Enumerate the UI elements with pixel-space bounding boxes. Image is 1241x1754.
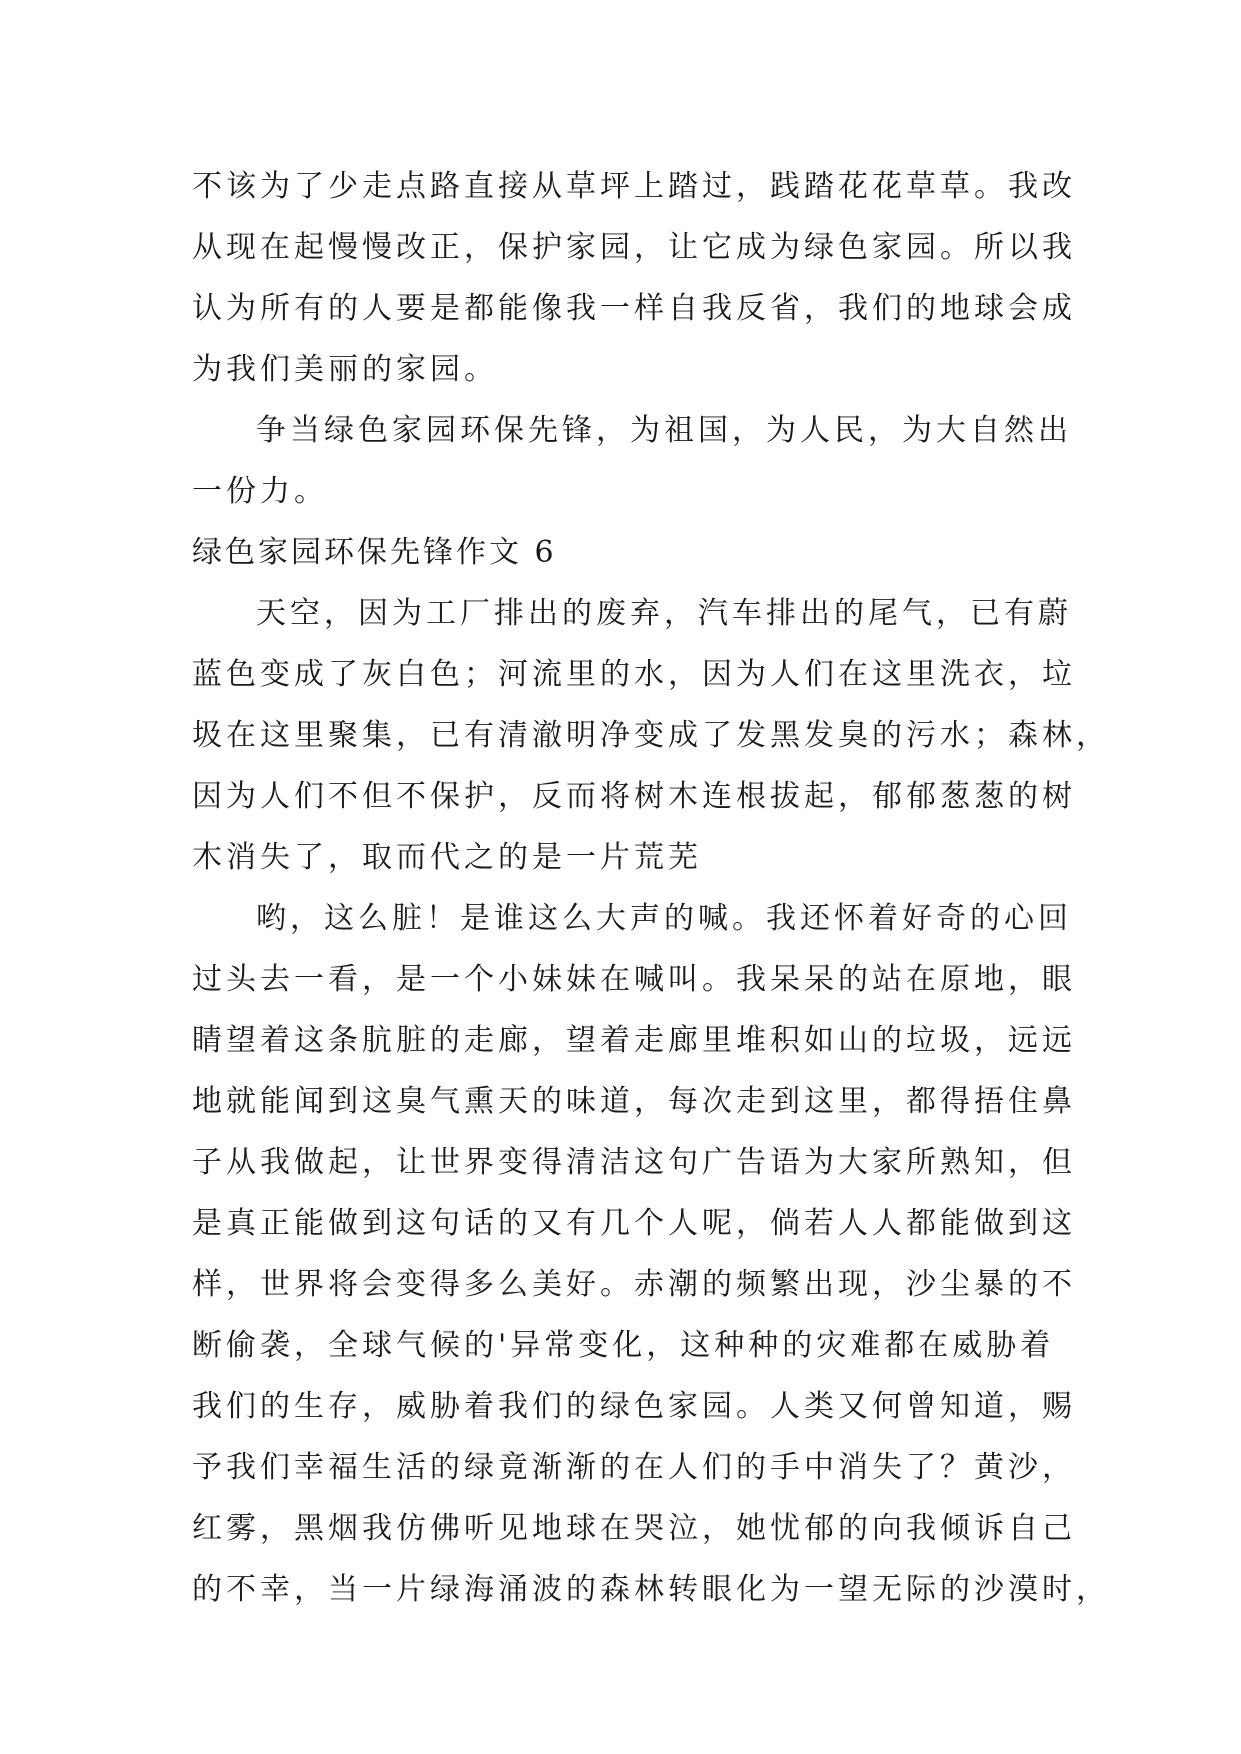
text-line: 因为人们不但不保护，反而将树木连根拔起，郁郁葱葱的树: [192, 779, 1076, 814]
text-line: 我们的生存，威胁着我们的绿色家园。人类又何曾知道，赐: [192, 1389, 1076, 1424]
text-line: 从现在起慢慢改正，保护家园，让它成为绿色家园。所以我: [192, 230, 1076, 265]
text-line: 过头去一看，是一个小妹妹在喊叫。我呆呆的站在原地，眼: [192, 962, 1076, 997]
text-line: 哟，这么脏！是谁这么大声的喊。我还怀着好奇的心回: [256, 901, 1072, 936]
text-line: 圾在这里聚集，已有清澈明净变成了发黑发臭的污水；森林，: [192, 718, 1110, 753]
paragraph-4: [192, 888, 1110, 1620]
paragraph-1: [192, 156, 1076, 400]
text-line: 样，世界将会变得多么美好。赤潮的频繁出现，沙尘暴的不: [192, 1267, 1076, 1302]
text-line: 认为所有的人要是都能像我一样自我反省，我们的地球会成: [192, 291, 1076, 326]
text-line: 睛望着这条肮脏的走廊，望着走廊里堆积如山的垃圾，远远: [192, 1023, 1076, 1058]
text-line: 予我们幸福生活的绿竟渐渐的在人们的手中消失了？黄沙，: [192, 1450, 1076, 1485]
text-line: 天空，因为工厂排出的废弃，汽车排出的尾气，已有蔚: [256, 596, 1072, 631]
text-line: 断偷袭，全球气候的'异常变化，这种种的灾难都在威胁着: [192, 1328, 1055, 1363]
text-line: 蓝色变成了灰白色；河流里的水，因为人们在这里洗衣，垃: [192, 657, 1076, 692]
text-line: 一份力。: [192, 474, 328, 509]
text-line: 争当绿色家园环保先锋，为祖国，为人民，为大自然出: [256, 413, 1072, 448]
document-body: [192, 156, 1110, 1620]
text-line: 是真正能做到这句话的又有几个人呢，倘若人人都能做到这: [192, 1206, 1076, 1241]
text-line: 地就能闻到这臭气熏天的味道，每次走到这里，都得捂住鼻: [192, 1084, 1076, 1119]
text-line: 为我们美丽的家园。: [192, 352, 498, 387]
text-line: 不该为了少走点路直接从草坪上踏过，践踏花花草草。我改: [192, 169, 1076, 204]
paragraph-2: [192, 400, 1072, 522]
text-line: 的不幸，当一片绿海涌波的森林转眼化为一望无际的沙漠时，: [192, 1572, 1110, 1607]
section-title-text: 绿色家园环保先锋作文 6: [192, 535, 557, 570]
paragraph-3: [192, 583, 1110, 888]
text-line: 红雾，黑烟我仿佛听见地球在哭泣，她忧郁的向我倾诉自己: [192, 1511, 1076, 1546]
text-line: 子从我做起，让世界变得清洁这句广告语为大家所熟知，但: [192, 1145, 1076, 1180]
text-line: 木消失了，取而代之的是一片荒芜: [192, 840, 702, 875]
section-title: [192, 522, 1050, 583]
